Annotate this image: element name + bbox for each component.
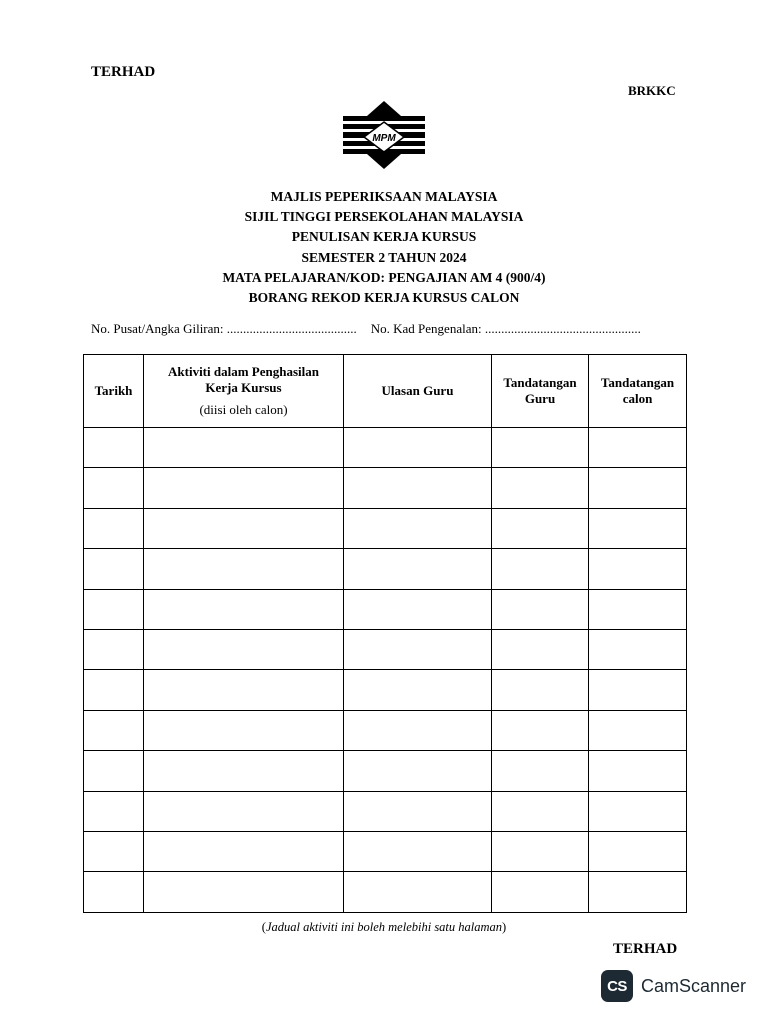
camscanner-watermark bbox=[601, 969, 746, 1003]
teacher-signature-cell[interactable] bbox=[492, 751, 589, 791]
teacher-review-cell[interactable] bbox=[344, 670, 492, 710]
date-cell[interactable] bbox=[84, 831, 144, 871]
candidate-signature-cell[interactable] bbox=[589, 428, 687, 468]
teacher-signature-cell[interactable] bbox=[492, 791, 589, 831]
date-cell[interactable] bbox=[84, 629, 144, 669]
table-row bbox=[84, 710, 687, 750]
coursework-record-table bbox=[83, 354, 687, 913]
date-cell[interactable] bbox=[84, 751, 144, 791]
col-header-date: Tarikh bbox=[84, 355, 144, 428]
table-row bbox=[84, 549, 687, 589]
table-row bbox=[84, 589, 687, 629]
candidate-signature-cell[interactable] bbox=[589, 589, 687, 629]
form-code: BRKKC bbox=[628, 83, 676, 98]
activity-cell[interactable] bbox=[144, 549, 344, 589]
table-row bbox=[84, 751, 687, 791]
candidate-signature-cell[interactable] bbox=[589, 751, 687, 791]
col-header-candidate-signature: Tandatangan calon bbox=[589, 355, 687, 428]
candidate-fields bbox=[91, 321, 641, 337]
mpm-logo bbox=[340, 100, 428, 170]
ic-number-field[interactable]: No. Kad Pengenalan: ................................................ bbox=[370, 321, 641, 336]
heading-line: MATA PELAJARAN/KOD: PENGAJIAN AM 4 (900/4) bbox=[222, 269, 546, 285]
col-header-activity: Aktiviti dalam Penghasilan Kerja Kursus (diisi oleh calon) bbox=[144, 355, 344, 428]
candidate-signature-cell[interactable] bbox=[589, 629, 687, 669]
teacher-review-cell[interactable] bbox=[344, 549, 492, 589]
teacher-review-cell[interactable] bbox=[344, 428, 492, 468]
date-cell[interactable] bbox=[84, 468, 144, 508]
date-cell[interactable] bbox=[84, 791, 144, 831]
table-row bbox=[84, 508, 687, 548]
teacher-signature-cell[interactable] bbox=[492, 670, 589, 710]
teacher-signature-cell[interactable] bbox=[492, 468, 589, 508]
table-note: (Jadual aktiviti ini boleh melebihi satu halaman) bbox=[261, 920, 507, 934]
candidate-signature-cell[interactable] bbox=[589, 549, 687, 589]
teacher-review-cell[interactable] bbox=[344, 751, 492, 791]
table-row bbox=[84, 831, 687, 871]
table-row bbox=[84, 428, 687, 468]
teacher-review-cell[interactable] bbox=[344, 589, 492, 629]
candidate-signature-cell[interactable] bbox=[589, 670, 687, 710]
teacher-signature-cell[interactable] bbox=[492, 831, 589, 871]
teacher-signature-cell[interactable] bbox=[492, 872, 589, 912]
teacher-signature-cell[interactable] bbox=[492, 589, 589, 629]
date-cell[interactable] bbox=[84, 589, 144, 629]
teacher-review-cell[interactable] bbox=[344, 791, 492, 831]
col-header-activity-note: (diisi oleh calon) bbox=[199, 402, 288, 417]
activity-cell[interactable] bbox=[144, 670, 344, 710]
activity-cell[interactable] bbox=[144, 791, 344, 831]
teacher-signature-cell[interactable] bbox=[492, 549, 589, 589]
candidate-signature-cell[interactable] bbox=[589, 831, 687, 871]
candidate-signature-cell[interactable] bbox=[589, 710, 687, 750]
classification-label-top: TERHAD bbox=[91, 64, 156, 80]
candidate-signature-cell[interactable] bbox=[589, 791, 687, 831]
teacher-review-cell[interactable] bbox=[344, 508, 492, 548]
classification-label-bottom: TERHAD bbox=[613, 941, 678, 957]
form-heading bbox=[0, 187, 768, 308]
table-row bbox=[84, 629, 687, 669]
col-header-teacher-review: Ulasan Guru bbox=[344, 355, 492, 428]
date-cell[interactable] bbox=[84, 508, 144, 548]
activity-cell[interactable] bbox=[144, 629, 344, 669]
heading-line: MAJLIS PEPERIKSAAN MALAYSIA bbox=[270, 189, 498, 204]
activity-cell[interactable] bbox=[144, 428, 344, 468]
activity-cell[interactable] bbox=[144, 710, 344, 750]
date-cell[interactable] bbox=[84, 710, 144, 750]
heading-line: SIJIL TINGGI PERSEKOLAHAN MALAYSIA bbox=[244, 209, 524, 225]
teacher-signature-cell[interactable] bbox=[492, 629, 589, 669]
logo-text: MPM bbox=[372, 133, 396, 144]
activity-cell[interactable] bbox=[144, 468, 344, 508]
heading-line: PENULISAN KERJA KURSUS bbox=[291, 229, 477, 245]
activity-cell[interactable] bbox=[144, 751, 344, 791]
teacher-review-cell[interactable] bbox=[344, 831, 492, 871]
centre-number-field[interactable]: No. Pusat/Angka Giliran: ........................................ bbox=[91, 321, 357, 336]
activity-cell[interactable] bbox=[144, 872, 344, 912]
candidate-signature-cell[interactable] bbox=[589, 468, 687, 508]
activity-cell[interactable] bbox=[144, 589, 344, 629]
date-cell[interactable] bbox=[84, 872, 144, 912]
teacher-review-cell[interactable] bbox=[344, 629, 492, 669]
activity-cell[interactable] bbox=[144, 508, 344, 548]
camscanner-logo-icon: CS bbox=[601, 970, 633, 1002]
table-row bbox=[84, 468, 687, 508]
heading-line: BORANG REKOD KERJA KURSUS CALON bbox=[248, 290, 520, 306]
candidate-signature-cell[interactable] bbox=[589, 508, 687, 548]
table-body bbox=[84, 428, 687, 913]
date-cell[interactable] bbox=[84, 670, 144, 710]
activity-cell[interactable] bbox=[144, 831, 344, 871]
teacher-signature-cell[interactable] bbox=[492, 710, 589, 750]
heading-line: SEMESTER 2 TAHUN 2024 bbox=[301, 249, 467, 265]
teacher-review-cell[interactable] bbox=[344, 872, 492, 912]
table-row bbox=[84, 872, 687, 912]
table-header-row bbox=[84, 355, 687, 428]
teacher-review-cell[interactable] bbox=[344, 468, 492, 508]
date-cell[interactable] bbox=[84, 549, 144, 589]
table-row bbox=[84, 791, 687, 831]
teacher-signature-cell[interactable] bbox=[492, 508, 589, 548]
candidate-signature-cell[interactable] bbox=[589, 872, 687, 912]
table-row bbox=[84, 670, 687, 710]
col-header-teacher-signature: Tandatangan Guru bbox=[492, 355, 589, 428]
date-cell[interactable] bbox=[84, 428, 144, 468]
teacher-review-cell[interactable] bbox=[344, 710, 492, 750]
teacher-signature-cell[interactable] bbox=[492, 428, 589, 468]
camscanner-brand-text: CamScanner bbox=[641, 975, 747, 996]
